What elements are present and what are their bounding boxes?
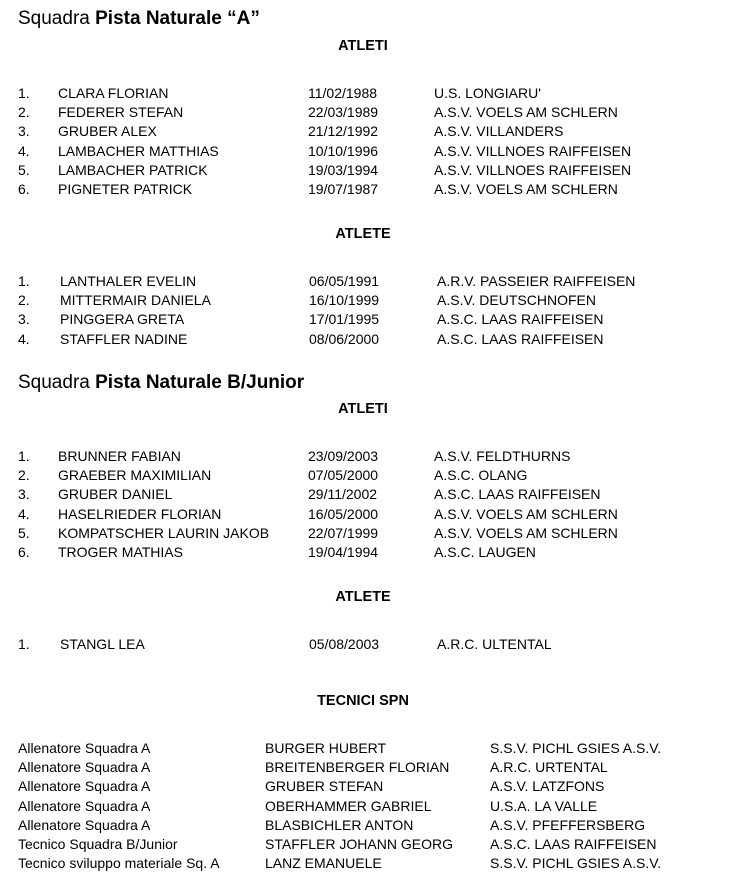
athlete-row [0,525,750,544]
technician-role: Allenatore Squadra A [18,797,151,814]
technician-row [0,817,750,836]
athlete-row [0,467,750,486]
athlete-birthdate: 23/09/2003 [308,448,379,464]
athlete-club: A.S.V. VOELS AM SCHLERN [434,505,618,522]
squad-title [18,8,260,30]
athlete-birthdate: 17/01/1995 [309,311,380,328]
athlete-club: A.S.C. OLANG [434,467,528,484]
technician-row [0,778,750,797]
athlete-number: 6. [18,544,30,560]
technician-name: STAFFLER JOHANN GEORG [265,836,453,852]
athlete-birthdate: 22/07/1999 [308,524,379,541]
squad-title-name: Pista Naturale “A” [95,8,260,29]
athlete-name: CLARA FLORIAN [58,85,169,101]
athlete-number: 1. [18,85,30,101]
athlete-row [0,486,750,505]
athlete-birthdate: 05/08/2003 [309,636,380,652]
athlete-club: A.S.V. VOELS AM SCHLERN [434,524,618,541]
technician-role: Allenatore Squadra A [18,740,151,756]
athlete-name: GRUBER ALEX [58,123,157,140]
technician-name: BLASBICHLER ANTON [265,816,414,833]
athlete-number: 3. [18,311,30,328]
athlete-row [0,544,750,563]
technician-name: BREITENBERGER FLORIAN [265,759,450,776]
technician-role: Tecnico Squadra B/Junior [18,836,178,852]
athlete-name: PINGGERA GRETA [60,311,185,328]
athlete-club: A.R.C. ULTENTAL [437,636,552,652]
technician-club: A.R.C. URTENTAL [490,759,608,776]
athlete-number: 4. [18,330,30,347]
athlete-club: A.S.C. LAAS RAIFFEISEN [437,311,604,328]
technician-role: Allenatore Squadra A [18,759,151,776]
athlete-name: LAMBACHER PATRICK [58,161,208,178]
athlete-number: 5. [18,161,30,178]
athlete-club: A.S.C. LAAS RAIFFEISEN [437,330,604,347]
athlete-row [0,181,750,200]
athlete-name: GRUBER DANIEL [58,486,173,503]
technician-name: GRUBER STEFAN [265,778,384,795]
technician-role: Allenatore Squadra A [18,778,151,795]
athlete-club: A.S.V. VOELS AM SCHLERN [434,181,618,197]
athlete-club: A.S.V. VILLNOES RAIFFEISEN [434,142,632,159]
athlete-name: BRUNNER FABIAN [58,448,181,464]
athlete-birthdate: 10/10/1996 [308,142,379,159]
athlete-number: 1. [18,273,30,289]
athlete-club: A.S.C. LAAS RAIFFEISEN [434,486,601,503]
athlete-birthdate: 29/11/2002 [308,486,378,503]
section-heading: TECNICI SPN [317,693,409,709]
technician-row [0,855,750,874]
athlete-number: 6. [18,181,30,197]
athlete-name: TROGER MATHIAS [58,544,183,560]
athlete-name: STAFFLER NADINE [60,330,188,347]
athlete-row [0,448,750,467]
athlete-name: LANTHALER EVELIN [60,273,197,289]
athlete-name: GRAEBER MAXIMILIAN [58,467,212,484]
squad-title-prefix: Squadra [18,372,96,393]
athlete-number: 3. [18,123,30,140]
athlete-number: 5. [18,524,30,541]
athlete-row [0,123,750,142]
technician-club: A.S.C. LAAS RAIFFEISEN [490,836,657,852]
athlete-club: A.S.V. DEUTSCHNOFEN [437,292,596,309]
athlete-birthdate: 08/06/2000 [309,330,380,347]
squad-title-prefix: Squadra [18,8,96,29]
technician-row [0,836,750,855]
athlete-number: 2. [18,467,30,484]
technician-name: LANZ EMANUELE [265,855,382,872]
technician-name: OBERHAMMER GABRIEL [265,797,432,814]
athlete-club: A.S.C. LAUGEN [434,544,536,560]
athlete-row [0,162,750,181]
athlete-birthdate: 07/05/2000 [308,467,379,484]
technician-row [0,759,750,778]
section-heading: ATLETI [338,38,388,54]
athlete-row [0,292,750,311]
athlete-birthdate: 19/03/1994 [308,161,379,178]
technician-role: Tecnico sviluppo materiale Sq. A [18,855,220,872]
athlete-name: KOMPATSCHER LAURIN JAKOB [58,524,270,541]
technician-row [0,798,750,817]
athlete-club: A.S.V. VILLANDERS [434,123,564,140]
athlete-birthdate: 16/05/2000 [308,505,379,522]
athlete-name: MITTERMAIR DANIELA [60,292,211,309]
athlete-club: A.S.V. VOELS AM SCHLERN [434,104,618,121]
athlete-row [0,506,750,525]
athlete-name: LAMBACHER MATTHIAS [58,142,219,159]
athlete-club: A.S.V. FELDTHURNS [434,448,571,464]
squad-title [18,372,304,394]
technician-club: A.S.V. PFEFFERSBERG [490,816,646,833]
athlete-club: A.R.V. PASSEIER RAIFFEISEN [437,273,636,289]
athlete-birthdate: 19/04/1994 [308,544,379,560]
technician-club: S.S.V. PICHL GSIES A.S.V. [490,855,662,872]
athlete-birthdate: 22/03/1989 [308,104,379,121]
athlete-name: PIGNETER PATRICK [58,181,193,197]
technician-club: U.S.A. LA VALLE [490,797,598,814]
technician-club: A.S.V. LATZFONS [490,778,605,795]
athlete-number: 1. [18,636,30,652]
section-heading: ATLETI [338,401,388,417]
athlete-birthdate: 11/02/1988 [308,85,378,101]
athlete-number: 1. [18,448,30,464]
athlete-row [0,331,750,350]
athlete-name: HASELRIEDER FLORIAN [58,505,222,522]
athlete-row [0,85,750,104]
athlete-club: U.S. LONGIARU' [434,85,541,101]
athlete-birthdate: 19/07/1987 [308,181,379,197]
athlete-name: STANGL LEA [60,636,145,652]
athlete-name: FEDERER STEFAN [58,104,184,121]
athlete-number: 4. [18,505,30,522]
athlete-row [0,273,750,292]
athlete-club: A.S.V. VILLNOES RAIFFEISEN [434,161,632,178]
section-heading: ATLETE [335,226,391,242]
athlete-row [0,143,750,162]
technician-row [0,740,750,759]
athlete-row [0,104,750,123]
athlete-number: 4. [18,142,30,159]
athlete-birthdate: 21/12/1992 [308,123,379,140]
athlete-row [0,636,750,655]
athlete-number: 2. [18,104,30,121]
technician-name: BURGER HUBERT [265,740,387,756]
technician-club: S.S.V. PICHL GSIES A.S.V. [490,740,662,756]
section-heading: ATLETE [335,589,391,605]
squad-title-name: Pista Naturale B/Junior [95,372,305,393]
athlete-number: 2. [18,292,30,309]
athlete-birthdate: 16/10/1999 [309,292,380,309]
athlete-row [0,311,750,330]
athlete-birthdate: 06/05/1991 [309,273,380,289]
technician-role: Allenatore Squadra A [18,816,151,833]
athlete-number: 3. [18,486,30,503]
